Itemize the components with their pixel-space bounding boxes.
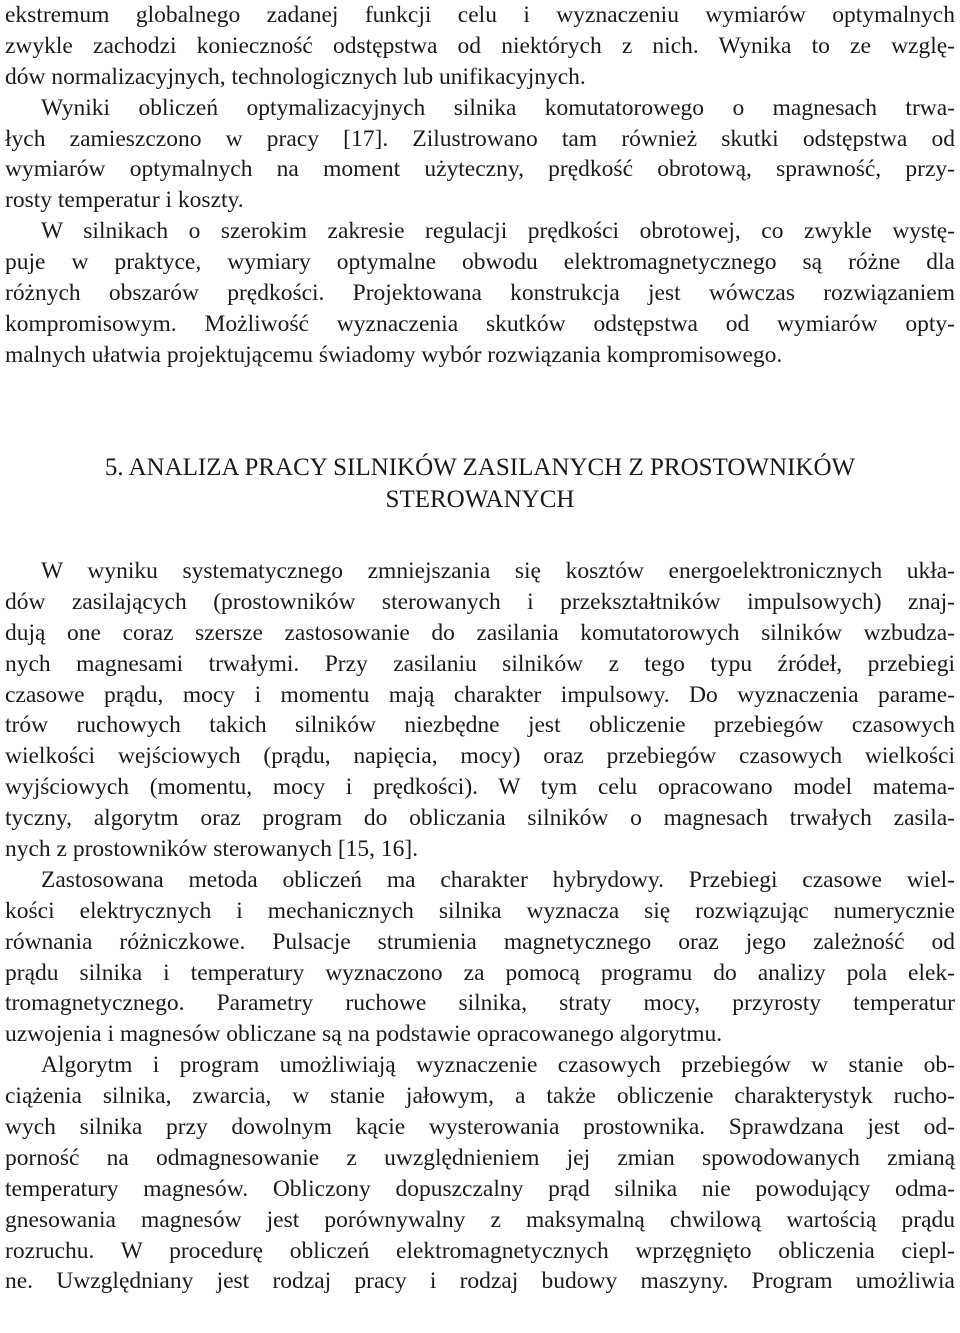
text-line: kompromisowym. Możliwość wyznaczenia skutków odstępstwa od wymiarów opty- <box>5 310 955 337</box>
text-line: czasowe prądu, mocy i momentu mają charakter impulsowy. Do wyznaczenia parame- <box>5 681 955 708</box>
text-line: łych zamieszczono w pracy [17]. Zilustrowano tam również skutki odstępstwa od <box>5 125 955 152</box>
text-line: dów zasilających (prostowników sterowanych i przekształtników impulsowych) znaj- <box>5 588 955 615</box>
section-title-line-1: 5. ANALIZA PRACY SILNIKÓW ZASILANYCH Z PROSTOWNIKÓW <box>104 454 856 481</box>
text-line: dów normalizacyjnych, technologicznych lub unifikacyjnych. <box>5 63 586 90</box>
section-title-line-2: STEROWANYCH <box>385 486 575 513</box>
text-line: ekstremum globalnego zadanej funkcji celu i wyznaczeniu wymiarów optymalnych <box>5 2 955 28</box>
text-line: wymiarów optymalnych na moment użyteczny, prędkość obrotową, sprawność, przy- <box>5 156 955 183</box>
section-body-text <box>5 556 955 1297</box>
text-line: trów ruchowych takich silników niezbędne jest obliczenie przebiegów czasowych <box>5 712 955 739</box>
text-line: tyczny, algorytm oraz program do obliczania silników o magnesach trwałych zasila- <box>5 805 955 832</box>
text-line: malnych ułatwia projektującemu świadomy wybór rozwiązania kompromisowego. <box>5 341 783 368</box>
text-line: rozruchu. W procedurę obliczeń elektromagnetycznych wprzęgnięto obliczenia ciepl- <box>5 1237 955 1264</box>
text-line: puje w praktyce, wymiary optymalne obwodu elektromagnetycznego są różne dla <box>5 249 955 276</box>
text-line: porność na odmagnesowanie z uwzględnieniem jej zmian spowodowanych zmianą <box>5 1144 955 1171</box>
text-line: uzwojenia i magnesów obliczane są na podstawie opracowanego algorytmu. <box>5 1021 723 1048</box>
text-line: wyjściowych (momentu, mocy i prędkości). W tym celu opracowano model matema- <box>5 774 955 801</box>
text-line: W silnikach o szerokim zakresie regulacji prędkości obrotowej, co zwykle wystę- <box>41 218 955 245</box>
text-line: tromagnetycznego. Parametry ruchowe silnika, straty mocy, przyrosty temperatur <box>5 990 955 1017</box>
text-line: dują one coraz szersze zastosowanie do zasilania komutatorowych silników wzbudza- <box>5 619 955 646</box>
text-line: Wyniki obliczeń optymalizacyjnych silnika komutatorowego o magnesach trwa- <box>41 94 955 121</box>
text-line: różnych obszarów prędkości. Projektowana konstrukcja jest wówczas rozwiązaniem <box>5 280 955 307</box>
text-line: wych silnika przy dowolnym kącie wysterowania prostownika. Sprawdzana jest od- <box>5 1114 955 1141</box>
text-line: nych magnesami trwałymi. Przy zasilaniu silników z tego typu źródeł, przebiegi <box>5 650 955 677</box>
text-line: kości elektrycznych i mechanicznych silnika wyznacza się rozwiązując numerycznie <box>5 897 955 924</box>
text-line: równania różniczkowe. Pulsacje strumienia magnetycznego oraz jego zależność od <box>5 928 955 955</box>
text-line: rosty temperatur i koszty. <box>5 187 244 214</box>
text-line: nych z prostowników sterowanych [15, 16]. <box>5 836 419 863</box>
section-heading <box>5 452 955 516</box>
text-line: W wyniku systematycznego zmniejszania się kosztów energoelektronicznych ukła- <box>41 558 955 584</box>
text-line: ciążenia silnika, zwarcia, w stanie jałowym, a także obliczenie charakterystyk rucho- <box>5 1083 955 1110</box>
text-line: wielkości wejściowych (prądu, napięcia, mocy) oraz przebiegów czasowych wielkości <box>5 743 955 770</box>
text-line: zwykle zachodzi konieczność odstępstwa od niektórych z nich. Wynika to ze wzglę- <box>5 32 955 59</box>
text-line: Algorytm i program umożliwiają wyznaczenie czasowych przebiegów w stanie ob- <box>41 1052 955 1079</box>
intro-text <box>5 0 955 371</box>
text-line: ne. Uwzględniany jest rodzaj pracy i rodzaj budowy maszyny. Program umożliwia <box>5 1268 955 1295</box>
text-line: Zastosowana metoda obliczeń ma charakter hybrydowy. Przebiegi czasowe wiel- <box>41 866 955 893</box>
text-line: gnesowania magnesów jest porównywalny z maksymalną chwilową wartością prądu <box>5 1206 955 1233</box>
text-line: prądu silnika i temperatury wyznaczono za pomocą programu do analizy pola elek- <box>5 959 955 986</box>
text-line: temperatury magnesów. Obliczony dopuszczalny prąd silnika nie powodujący odma- <box>5 1175 955 1202</box>
